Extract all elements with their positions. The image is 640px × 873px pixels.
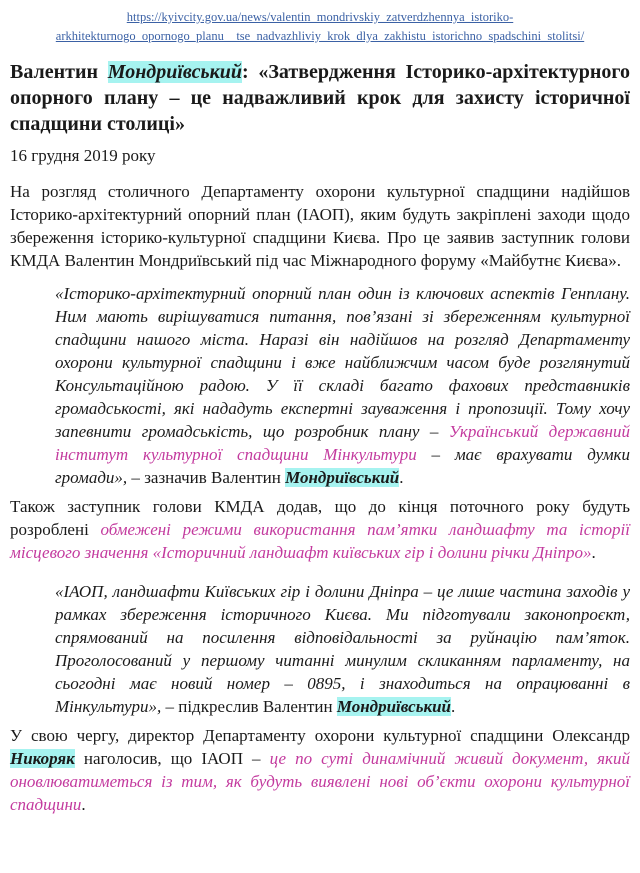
- source-url-link[interactable]: [10, 8, 630, 46]
- source-url-line-2: arkhitekturnogo_opornogo_planu__tse_nadvazhliviy_krok_dlya_zakhistu_istorichno_spadschini_stolitsi/: [55, 29, 585, 43]
- paragraph-final-magenta-text: це по суті динамічний живий документ, який оновлюватиметься із тим, як будуть виявлені нові об’єкти охорони культурної спадщини: [10, 749, 631, 814]
- quote-2-tail: .: [451, 697, 456, 716]
- paragraph-final-text: У свою чергу, директор Департаменту охорони культурної спадщини Олександр: [10, 726, 630, 745]
- paragraph-also-text: Також заступник голови КМДА додав, що до кінця поточного року будуть розроблені: [10, 497, 630, 539]
- title-highlighted-name: Мондриївський: [107, 61, 242, 83]
- paragraph-final-tail: .: [81, 795, 86, 814]
- paragraph-lead: [10, 180, 630, 272]
- quote-paragraph-1: [55, 282, 630, 489]
- quote-1-text: «Історико-архітектурний опорний план один із ключових аспектів Генплану. Ним мають вирішуватися питання, пов’язані зі збереженням культурної спадщини нашого міста. Наразі він надійшов на розгляд Департаменту охорони культурної спадщини і вже найближчим часом буде розглянутий Консультаційною радою. У її складі багато фахових представників громадськості, які нададуть експертні зауваження і пропозиції. Тому хочу запевнити громадськість, що розробник плану –: [55, 284, 630, 441]
- paragraph-also-tail: .: [591, 543, 596, 562]
- quote-2-text: «ІАОП, ландшафти Київських гір і долини Дніпра – це лише частина заходів у рамках збереження історичного Києва. Ми підготували законопроєкт, спрямований на посилення відповідальності за руйнацію пам’яток. Проголосований у першому читанні минулим скликанням парламенту, на сьогодні має новий номер – 0895, і знаходиться на опрацюванні в Мінкультури», –: [55, 582, 630, 716]
- quote-1-magenta-text: Український державний інститут культурної спадщини Мінкультури: [55, 422, 630, 464]
- source-url-line-1: https://kyivcity.gov.ua/news/valentin_mondrivskiy_zatverdzhennya_istoriko-: [126, 10, 514, 24]
- source-link-block: [10, 8, 630, 46]
- quote-2-attribution: підкреслив Валентин: [178, 697, 337, 716]
- quote-1-tail: .: [399, 468, 404, 487]
- paragraph-also: [10, 495, 630, 564]
- title-text-post: : «Затвердження Історико-архітектурного опорного плану – це надважливий крок для захисту історичної спадщини столиці»: [10, 61, 630, 135]
- quote-1-mid-text: – має врахувати думки громади», –: [55, 445, 631, 487]
- paragraph-also-magenta-text: обмежені режими використання пам’ятки ландшафту та історії місцевого значення «Історичний ландшафт київських гір і долини річки Дніпро»: [10, 520, 631, 562]
- quote-1-attribution: зазначив Валентин: [144, 468, 286, 487]
- article-date: 16 грудня 2019 року: [10, 146, 156, 165]
- quote-1-highlighted-name: Мондриївський: [285, 468, 400, 487]
- quote-2-highlighted-name: Мондриївський: [336, 697, 451, 716]
- paragraph-lead-text: На розгляд столичного Департаменту охорони культурної спадщини надійшов Історико-архітектурний опорний план (ІАОП), яким будуть закріплені заходи щодо збереження історико-культурної спадщини Києва. Про це заявив заступник голови КМДА Валентин Мондриївський під час Міжнародного форуму «Майбутнє Києва».: [10, 182, 630, 270]
- paragraph-final-mid-text: наголосив, що ІАОП –: [74, 749, 270, 768]
- article-title: [10, 59, 630, 137]
- paragraph-final: [10, 724, 630, 816]
- title-text-pre: Валентин: [10, 61, 108, 83]
- paragraph-final-highlighted-name: Никоряк: [10, 749, 75, 768]
- quote-paragraph-2: [55, 580, 630, 718]
